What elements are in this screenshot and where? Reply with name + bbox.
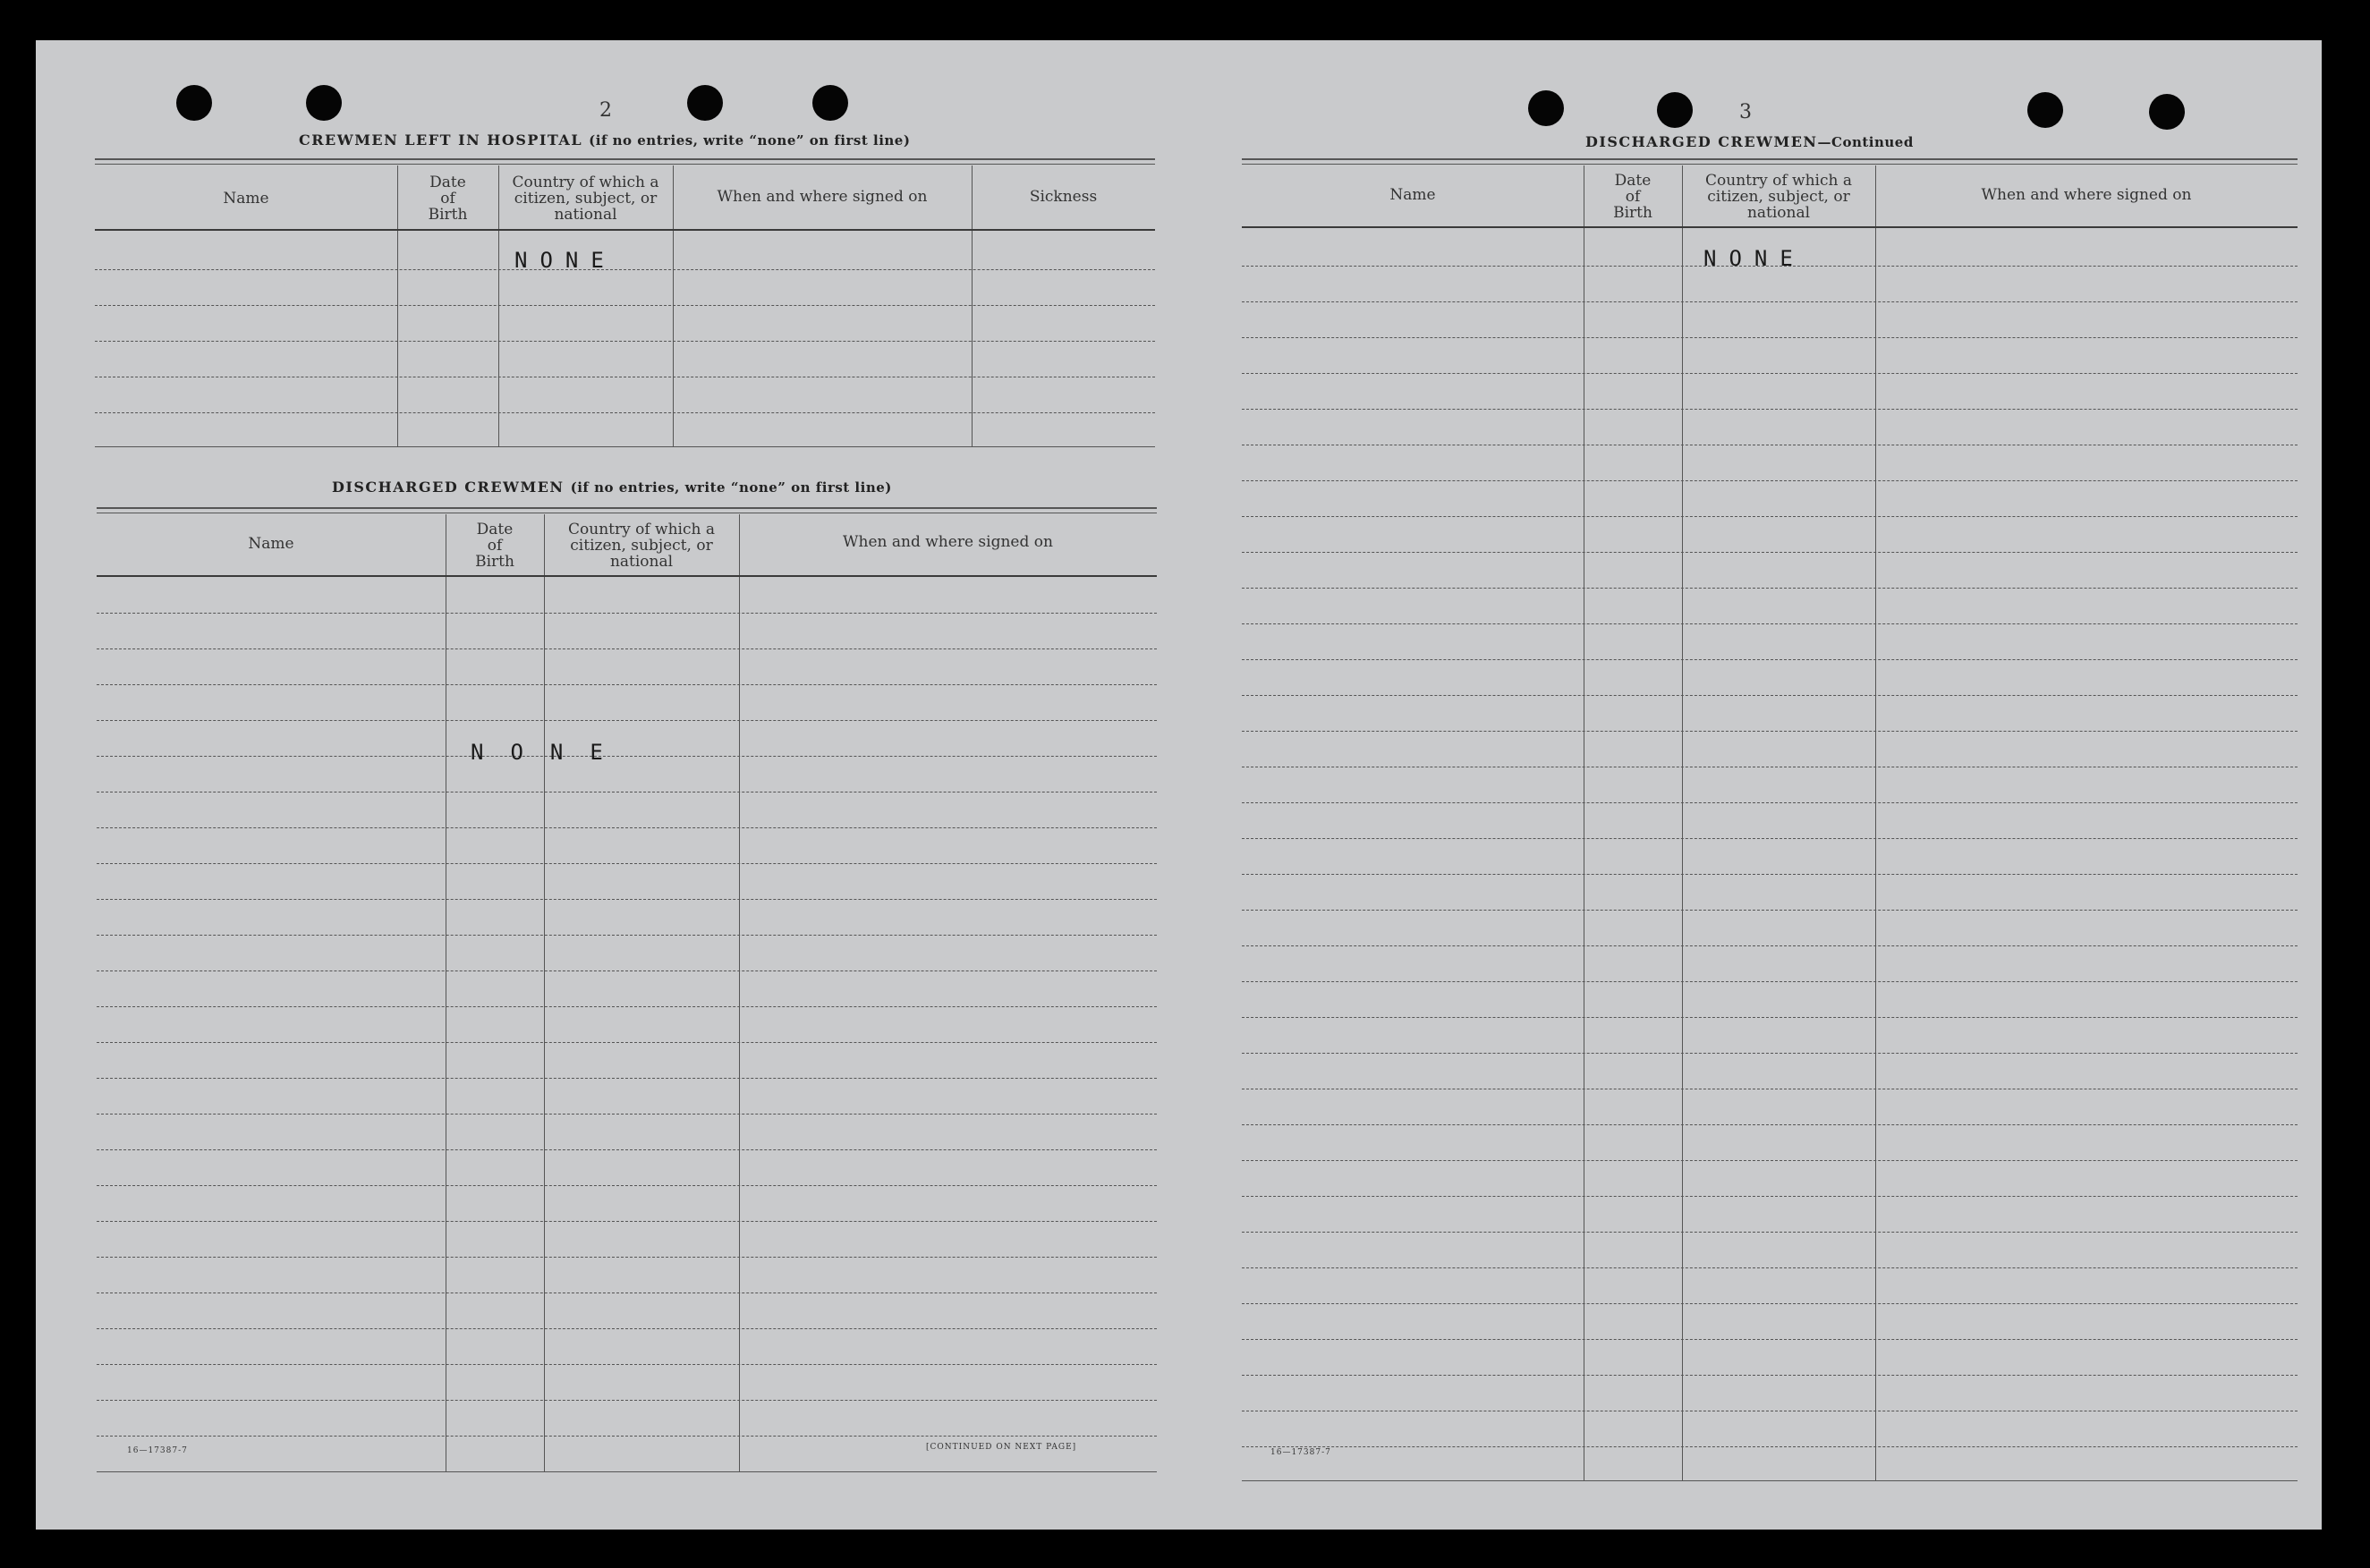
entry-line bbox=[1242, 409, 2298, 410]
entry-line bbox=[95, 412, 1155, 413]
entry-line bbox=[1242, 1017, 2298, 1018]
header-line: Birth bbox=[475, 553, 514, 571]
entry-line bbox=[1242, 588, 2298, 589]
column-header-country bbox=[1682, 173, 1875, 221]
entry-line bbox=[97, 613, 1157, 614]
entry-line bbox=[1242, 695, 2298, 696]
entry-line bbox=[97, 1042, 1157, 1043]
column-header-country bbox=[498, 174, 673, 223]
column-header-name: Name bbox=[248, 535, 294, 553]
entry-line bbox=[97, 1328, 1157, 1329]
table-top-rule bbox=[1242, 158, 2298, 160]
column-header-date-of-birth bbox=[397, 174, 498, 223]
header-line: Birth bbox=[428, 206, 468, 224]
entry-line bbox=[97, 684, 1157, 685]
entry-line bbox=[1242, 802, 2298, 803]
entry-line bbox=[1242, 659, 2298, 660]
entry-line bbox=[97, 935, 1157, 936]
header-line: Birth bbox=[1613, 204, 1652, 222]
entry-line bbox=[97, 827, 1157, 828]
form-number: 16—17387-7 bbox=[127, 1446, 188, 1455]
entry-line bbox=[97, 720, 1157, 721]
entry-line bbox=[97, 648, 1157, 649]
header-line: national bbox=[609, 553, 674, 571]
column-header-country bbox=[544, 521, 739, 570]
document-spread bbox=[36, 40, 2322, 1530]
table-bottom-rule bbox=[97, 1471, 1157, 1472]
entry-line bbox=[97, 1436, 1157, 1437]
entry-line bbox=[1242, 623, 2298, 624]
entry-line bbox=[95, 269, 1155, 270]
header-line: of bbox=[487, 537, 503, 555]
punch-hole bbox=[687, 85, 723, 121]
column-header-signed-on: When and where signed on bbox=[843, 533, 1053, 551]
discharged-title-text: DISCHARGED CREWMEN bbox=[1585, 133, 1818, 150]
entry-line bbox=[1242, 1160, 2298, 1161]
column-divider bbox=[673, 165, 674, 446]
column-header-date-of-birth bbox=[446, 521, 544, 570]
entry-line bbox=[1242, 1124, 2298, 1125]
header-line: Date bbox=[1614, 172, 1652, 190]
entry-line bbox=[1242, 838, 2298, 839]
entry-line bbox=[1242, 910, 2298, 911]
header-bottom-rule bbox=[97, 575, 1157, 577]
entry-line bbox=[97, 1149, 1157, 1150]
header-bottom-rule bbox=[95, 229, 1155, 231]
entry-line bbox=[97, 1400, 1157, 1401]
hospital-section-title bbox=[299, 131, 910, 148]
punch-hole bbox=[812, 85, 848, 121]
column-header-name: Name bbox=[1389, 186, 1436, 204]
entry-line bbox=[97, 970, 1157, 971]
entry-line bbox=[1242, 731, 2298, 732]
punch-hole bbox=[1528, 90, 1564, 126]
entry-line bbox=[1242, 1232, 2298, 1233]
punch-hole bbox=[176, 85, 212, 121]
entry-line bbox=[97, 1006, 1157, 1007]
punch-hole bbox=[2149, 94, 2185, 130]
entry-line bbox=[1242, 1053, 2298, 1054]
entry-none: NONE bbox=[1703, 246, 1805, 271]
entry-line bbox=[97, 899, 1157, 900]
column-header-signed-on: When and where signed on bbox=[1981, 186, 2192, 204]
title-suffix: —Continued bbox=[1817, 134, 1914, 150]
header-line: of bbox=[1625, 188, 1641, 206]
entry-line bbox=[1242, 552, 2298, 553]
entry-line bbox=[1242, 301, 2298, 302]
entry-line bbox=[1242, 945, 2298, 946]
entry-line bbox=[1242, 1267, 2298, 1268]
header-line: national bbox=[1746, 204, 1811, 222]
header-line: Country of which a bbox=[512, 174, 659, 191]
table-bottom-rule bbox=[95, 446, 1155, 447]
table-top-rule bbox=[1242, 164, 2298, 165]
discharged-title-text: DISCHARGED CREWMEN bbox=[332, 479, 565, 496]
header-line: Country of which a bbox=[568, 521, 715, 538]
column-header-signed-on: When and where signed on bbox=[717, 188, 928, 206]
column-header-name: Name bbox=[223, 190, 269, 208]
header-line: citizen, subject, or bbox=[570, 537, 713, 555]
punch-hole bbox=[306, 85, 342, 121]
entry-line bbox=[97, 1114, 1157, 1115]
header-line: of bbox=[440, 190, 455, 208]
discharged-continued-title bbox=[1585, 133, 1914, 150]
column-header-date-of-birth bbox=[1584, 173, 1682, 221]
page-number: 2 bbox=[599, 99, 612, 122]
entry-line bbox=[97, 1257, 1157, 1258]
hospital-title-note: (if no entries, write “none” on first line) bbox=[589, 132, 911, 148]
entry-line bbox=[97, 1185, 1157, 1186]
punch-hole bbox=[2027, 92, 2063, 128]
header-line: citizen, subject, or bbox=[514, 190, 658, 208]
entry-line bbox=[97, 1221, 1157, 1222]
header-line: Country of which a bbox=[1705, 172, 1852, 190]
column-header-sickness: Sickness bbox=[1029, 188, 1098, 206]
entry-line bbox=[1242, 1196, 2298, 1197]
column-divider bbox=[1682, 165, 1683, 1480]
entry-line bbox=[97, 1078, 1157, 1079]
entry-line bbox=[1242, 1375, 2298, 1376]
entry-line bbox=[95, 341, 1155, 342]
entry-line bbox=[1242, 480, 2298, 481]
form-number: 16—17387-7 bbox=[1270, 1448, 1331, 1457]
entry-line bbox=[1242, 1303, 2298, 1304]
punch-hole bbox=[1657, 92, 1693, 128]
entry-line bbox=[97, 863, 1157, 864]
entry-line bbox=[97, 1364, 1157, 1365]
entry-line bbox=[1242, 373, 2298, 374]
entry-line bbox=[1242, 516, 2298, 517]
header-line: citizen, subject, or bbox=[1707, 188, 1850, 206]
column-divider bbox=[972, 165, 973, 446]
table-bottom-rule bbox=[1242, 1480, 2298, 1481]
page-number: 3 bbox=[1739, 101, 1752, 123]
discharged-section-title bbox=[332, 479, 892, 496]
entry-line bbox=[1242, 337, 2298, 338]
entry-line bbox=[95, 305, 1155, 306]
header-line: Date bbox=[476, 521, 514, 538]
entry-none: NONE bbox=[471, 740, 630, 765]
header-bottom-rule bbox=[1242, 226, 2298, 228]
entry-line bbox=[1242, 981, 2298, 982]
table-top-rule bbox=[97, 507, 1157, 509]
column-divider bbox=[1875, 165, 1876, 1480]
entry-line bbox=[1242, 1446, 2298, 1447]
entry-line bbox=[1242, 874, 2298, 875]
header-line: Date bbox=[429, 174, 466, 191]
table-top-rule bbox=[95, 158, 1155, 160]
entry-none: NONE bbox=[514, 248, 616, 273]
continued-note: [CONTINUED ON NEXT PAGE] bbox=[926, 1443, 1077, 1452]
entry-line bbox=[1242, 1339, 2298, 1340]
discharged-title-note: (if no entries, write “none” on first line) bbox=[570, 479, 892, 496]
table-top-rule bbox=[95, 164, 1155, 165]
header-line: national bbox=[554, 206, 617, 224]
hospital-title-text: CREWMEN LEFT IN HOSPITAL bbox=[299, 131, 583, 148]
